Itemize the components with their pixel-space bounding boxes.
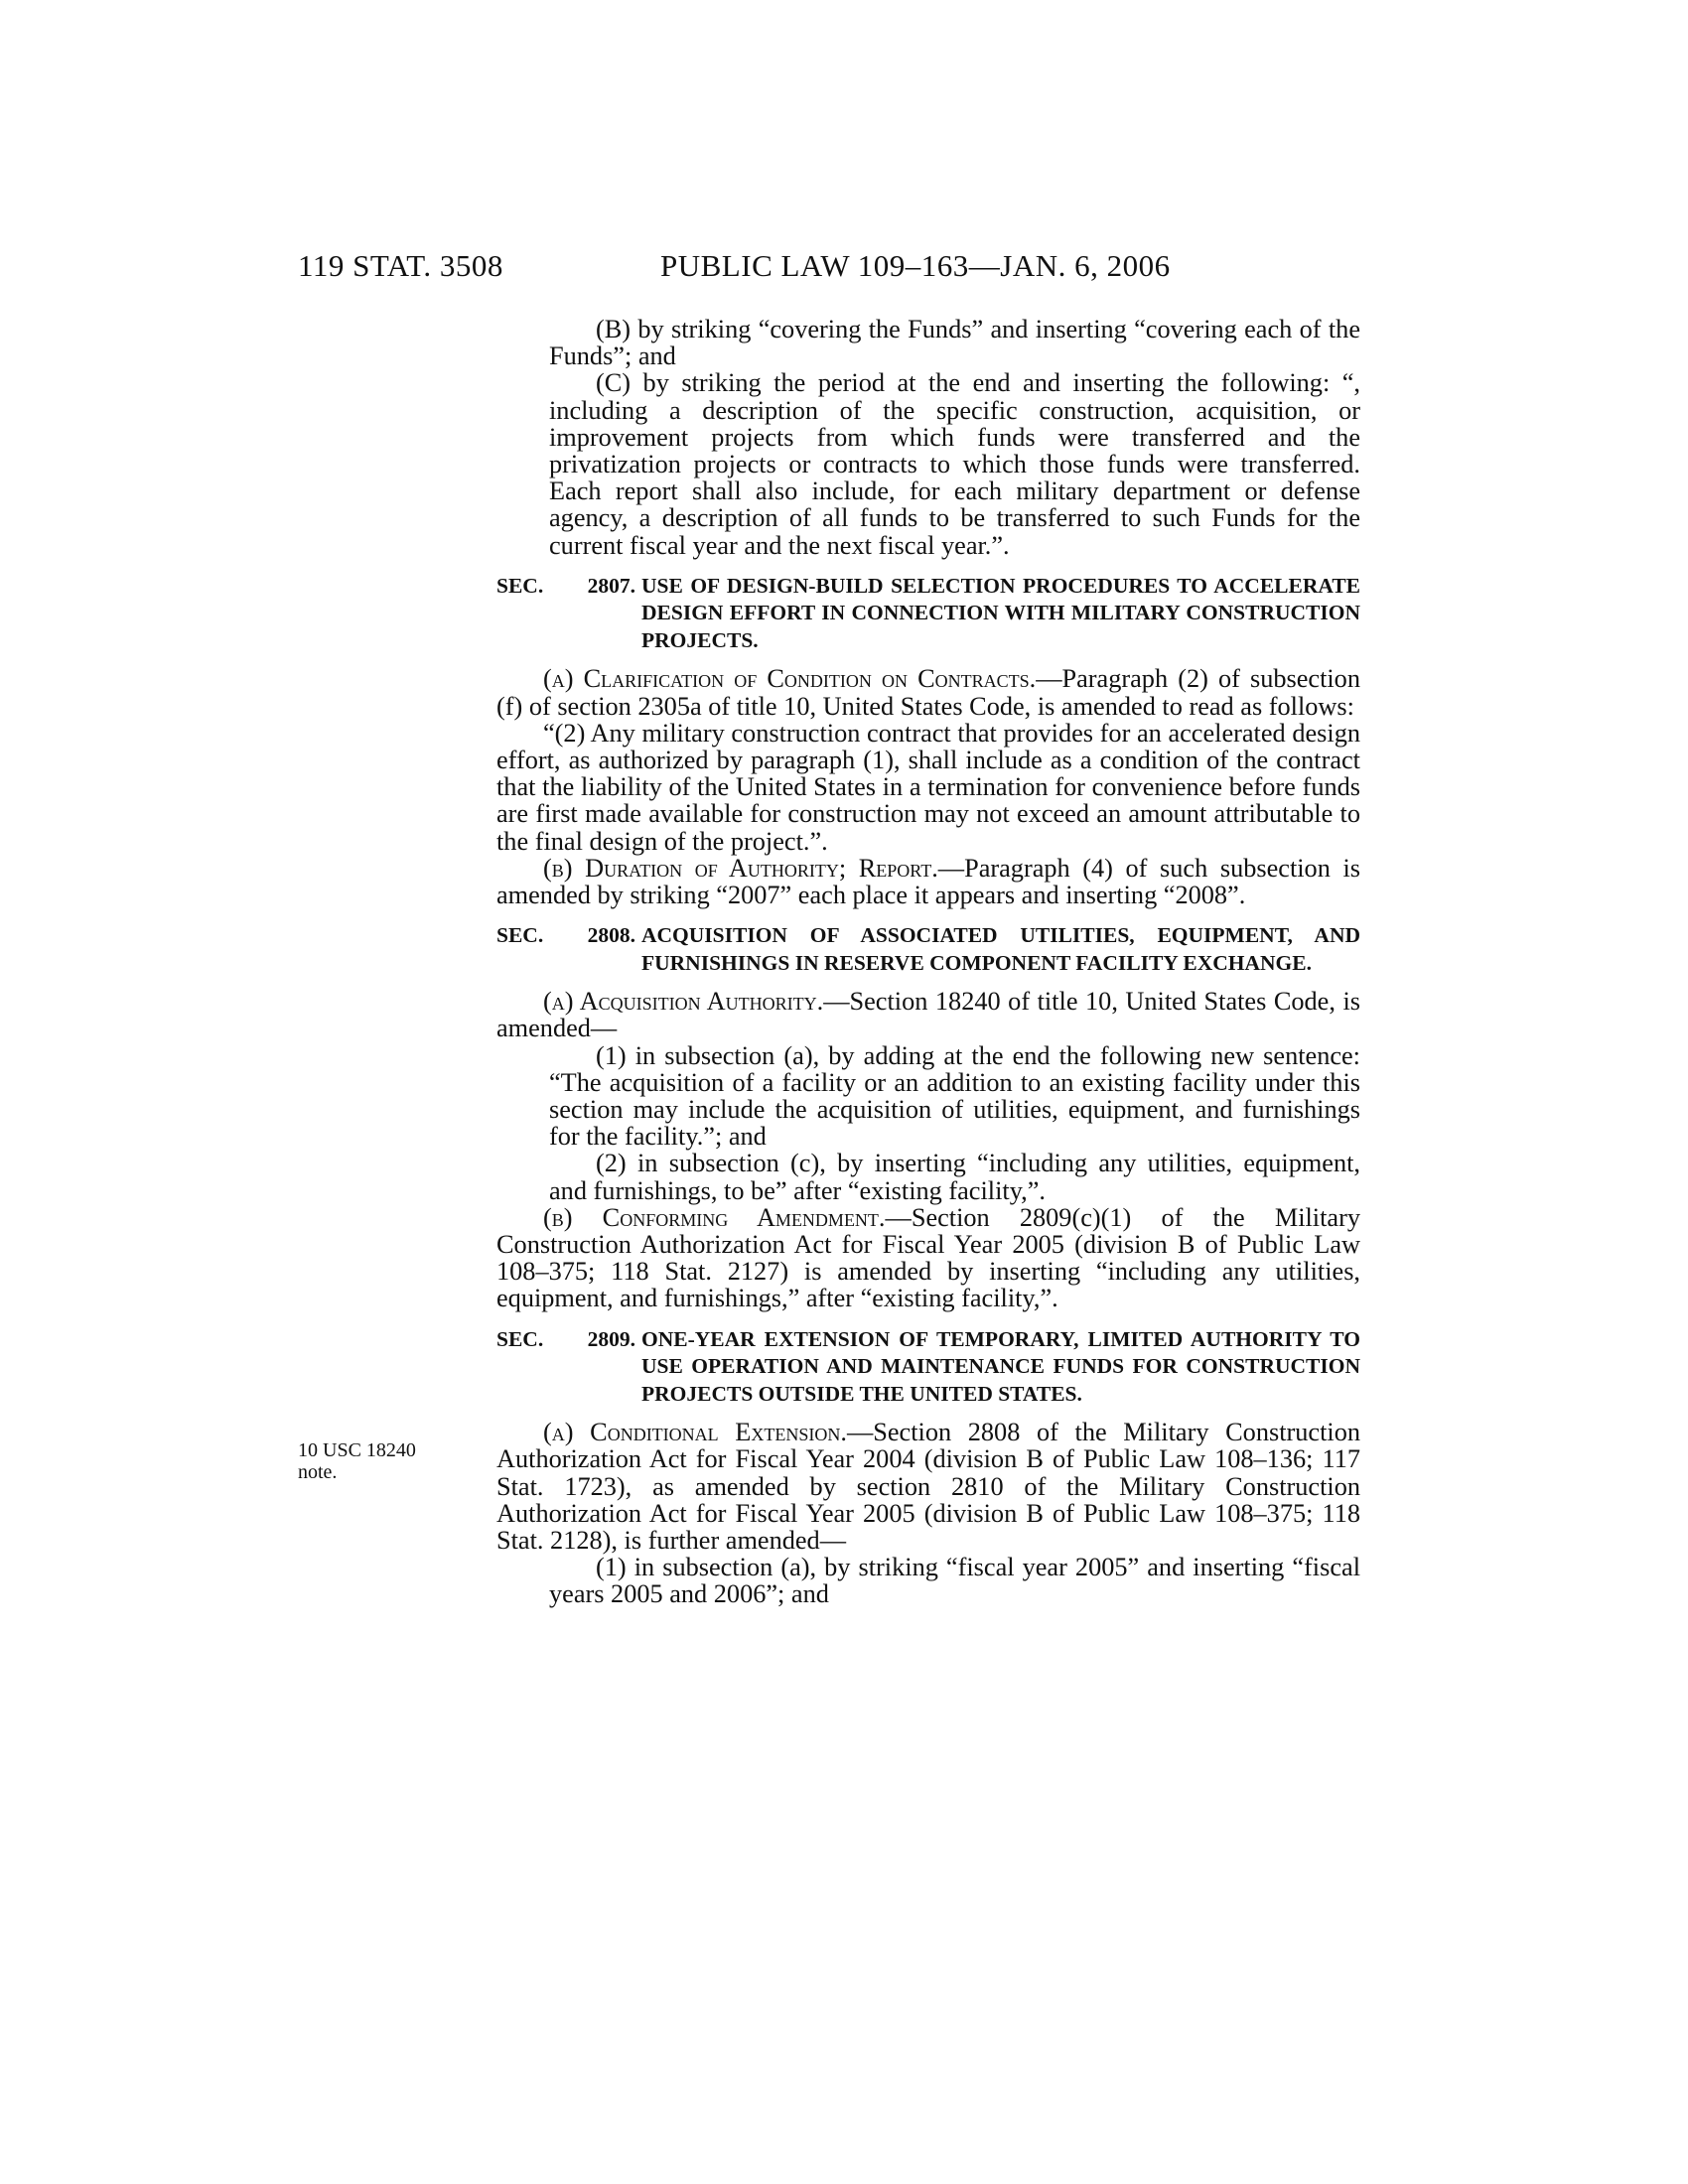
- subsection-heading: (b) Duration of Authority; Report.: [543, 853, 938, 883]
- subsection-heading: (a) Acquisition Authority.: [543, 987, 824, 1017]
- stat-page-number: 119 STAT. 3508: [298, 248, 503, 283]
- section-2807-heading: [496, 573, 1360, 655]
- subsection-text: —Paragraph (4) of such subsection is amended by striking “2007” each place it appears and inserting “2008”.: [496, 853, 1360, 909]
- subsection-text: —Section 2808 of the Military Construction Authorization Act for Fiscal Year 2004 (division B of Public Law 108–136; 117 Stat. 1723), as amended by section 2810 of the Military Construction Authorization Act for Fiscal Year 2005 (division B of Public Law 108–375; 118 Stat. 2128), is further amended—: [496, 1418, 1360, 1555]
- section-number: SEC. 2808.: [496, 923, 635, 948]
- section-number: SEC. 2807.: [496, 573, 635, 598]
- section-2808-heading: [496, 922, 1360, 977]
- subsection-text: —Paragraph (2) of subsection (f) of section 2305a of title 10, United States Code, is amended to read as follows:: [496, 664, 1360, 721]
- subsection-heading: (a) Conditional Extension.: [543, 1418, 847, 1447]
- subsection-text: —Section 18240 of title 10, United States Code, is amended—: [496, 987, 1360, 1043]
- document-body: [496, 316, 1360, 1608]
- section-title: USE OF DESIGN-BUILD SELECTION PROCEDURES TO ACCELERATE DESIGN EFFORT IN CONNECTION WITH MILITARY CONSTRUCTION PROJECTS.: [641, 573, 1360, 652]
- section-2808-b: [496, 1204, 1360, 1312]
- running-head: PUBLIC LAW 109–163—JAN. 6, 2006: [660, 248, 1171, 283]
- section-title: ONE-YEAR EXTENSION OF TEMPORARY, LIMITED AUTHORITY TO USE OPERATION AND MAINTENANCE FUNDS FOR CONSTRUCTION PROJECTS OUTSIDE THE UNITED STATES.: [641, 1326, 1360, 1406]
- section-number: SEC. 2809.: [496, 1326, 635, 1351]
- section-2808-item1: (1) in subsection (a), by adding at the end the following new sentence: “The acquisition of a facility or an addition to an existing facility under this section may include the acquisition of utilities, equipment, and furnishings for the facility.”; and: [549, 1040, 1360, 1152]
- subsection-heading: (a) Clarification of Condition on Contracts.: [543, 664, 1037, 694]
- section-2809-item1: (1) in subsection (a), by striking “fiscal year 2005” and inserting “fiscal years 2005 and 2006”; and: [549, 1553, 1360, 1609]
- paragraph-b: (B) by striking “covering the Funds” and inserting “covering each of the Funds”; and: [549, 315, 1360, 371]
- section-title: ACQUISITION OF ASSOCIATED UTILITIES, EQUIPMENT, AND FURNISHINGS IN RESERVE COMPONENT FACILITY EXCHANGE.: [641, 923, 1360, 975]
- subsection-heading: (b) Conforming Amendment.: [543, 1202, 886, 1232]
- margin-note-line2: note.: [298, 1461, 338, 1483]
- subsection-text: —Section 2809(c)(1) of the Military Construction Authorization Act for Fiscal Year 2005 (division B of Public Law 108–375; 118 Stat. 2127) is amended by inserting “including any utilities, equipment, and furnishings,” after “existing facility,”.: [496, 1202, 1360, 1313]
- section-2809-a: [496, 1419, 1360, 1554]
- section-2807-quote: “(2) Any military construction contract that provides for an accelerated design effort, as authorized by paragraph (1), shall include as a condition of the contract that the liability of the United States in a termination for convenience before funds are first made available for construction may not exceed an amount attributable to the final design of the project.”.: [496, 718, 1360, 856]
- margin-citation-note: [298, 1439, 437, 1483]
- section-2809-heading: [496, 1326, 1360, 1409]
- section-2808-item2: (2) in subsection (c), by inserting “including any utilities, equipment, and furnishings, to be” after “existing facility,”.: [549, 1149, 1360, 1205]
- margin-note-line1: 10 USC 18240: [298, 1439, 416, 1461]
- section-2808-a: [496, 988, 1360, 1041]
- section-2807-b: [496, 855, 1360, 908]
- paragraph-c: (C) by striking the period at the end and inserting the following: “, including a description of the specific construction, acquisition, or improvement projects from which funds were transferred and the privatization projects or contracts to which those funds were transferred. Each report shall also include, for each military department or defense agency, a description of all funds to be transferred to such Funds for the current fiscal year and the next fiscal year.”.: [549, 368, 1360, 560]
- section-2807-a: [496, 665, 1360, 719]
